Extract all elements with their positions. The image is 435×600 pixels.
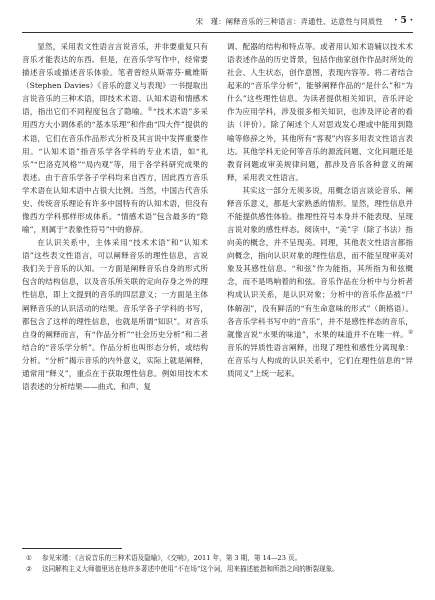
left-column <box>22 40 208 393</box>
footnote-mark: ① <box>26 554 32 562</box>
running-title: 宋 瑾：阐释音乐的三种语言：弄通性、达意性与同质性 <box>195 17 383 26</box>
paragraph: 在认识关系中，主体采用“技术术语”和“认知术语”这些表文性语言，可以阐释音乐的理性信息，言说我们关于音乐的认知。一方面是阐释音乐自身的形式所包含的结构信息，以及音乐所关联的定向存身之外的理性信息，即上文提到的音乐的四层意义；一方面是主体阐释音乐的认识活动的结果。音乐学各子学科的书写，都包含了这样的理性信息，也就是所谓“知识”。对音乐自身的阐释而言，有“作品分析”“社会历史分析”和二者结合的“音乐学分析”。作品分析也叫形态分析，或结构分析。“分析”揭示音乐的内外意义，实际上就是阐释，通常用“释义”，重点在于获取理性信息。例如用技术术语表述的分析结果——曲式、和声、复 <box>22 238 208 392</box>
paragraph: 调、配器的结构和特点等。或者用认知术语辅以技术术语表述作品的历史背景，包括作曲家创作作品时所处的社会、人生状态，创作意图，表现内容等。将二者结合起来的“音乐学分析”，能够阐释作品的“是什么”和“为什么”这些理性信息。为读者提供相关知识，音乐评论作为应用学科，涉及很多相关知识，也涉及评论者的看法（评价）。除了阐述个人对思戏发心理或中能用到隐喻等修辞之外，其他所有“客观”内容多用表文性语言表达。其他学科无论何等音乐的源流问题、文化问题还是教育问题或审美规律问题，都涉及音乐各种意义的阐释，采用表文性语言。 <box>227 42 413 182</box>
page-number: · 5 · <box>394 15 413 26</box>
right-column <box>227 40 413 380</box>
footnotes <box>22 553 413 575</box>
footnote-ref: ② <box>408 329 413 336</box>
footnote-mark: ② <box>26 565 32 573</box>
footnote-ref: ① <box>147 106 153 113</box>
footnote <box>22 564 413 575</box>
running-header <box>22 14 413 33</box>
footnote-text: 这同解构主义大师德里达在他许多著述中使用“不在场”这个词，用来描述能指和所指之间的断裂现象。 <box>42 565 339 573</box>
paragraph: 显然，采用表文性语言言说音乐，并非要重复只有音乐才能表达的东西。但是，在音乐学写作中，经常要描述音乐或描述音乐体验。笔者曾经从斯蒂芬·戴维斯（Stephen Davies）《音乐的意义与表现》一书提取出言说音乐的三种术语，即技术术语、认知术语和情感术语，指出它们不同程度包含了隐喻。①“技术术语”多采用西方大小调体系的“基本乐理”和作曲“四大件”提供的术语，它们在音乐作品形式分析及其言说中发挥重要作用。“认知术语”指音乐学各学科的专业术语，如“礼乐”“巴洛克风格”“局内观”等，用于各学科研究成果的表述。由于音乐学各子学科均来自西方，因此西方音乐学术语在认知术语中占很大比例。当然，中国古代音乐史、传统音乐理论有许多中国特有的认知术语，但没有像西方学科那样形成体系。“情感术语”包含最多的“隐喻”，则属于“表象性符号”中的修辞。 <box>22 42 209 235</box>
paragraph: 其实这一部分无须多说，用概念语言谈论音乐、阐释音乐意义，都是大家熟悉的情形。显然，理性信息并不能提供感性体验。推理性符号本身并不能表现、呈现言说对象的感性样态。阅读中，“美”字（除了书法）指向美的概念，并不呈现美。同理，其他表文性语言都指向概念，指向认识对象的理性信息，而不能呈现审美对象及其感性信息。“和弦”作为能指，其所指为和弦概念，而不是鸣响着的和弦。音乐作品在分析中与分析者构成认识关系，是认识对象；分析中的音乐作品被“尸体解剖”，没有鲜活的“有生命意味的形式”（朗格语）。各音乐学科书写中的“音乐”，并不是感性样态的音乐，就像言说“水果的味道”，水果的味道并不在唯一样。②音乐的异质性语言阐释，出现了理性和感性分离现象：在音乐与人构成的认识关系中，它们在理性信息的“异质同义”上统一起来。 <box>227 185 413 378</box>
footnote <box>22 553 413 564</box>
footnote-divider <box>22 548 122 549</box>
footnote-text: 参见宋瑾：《言说音乐的三种术语及隐喻》，《交响》，2011 年，第 3 期，第 14—23 页。 <box>42 554 302 562</box>
